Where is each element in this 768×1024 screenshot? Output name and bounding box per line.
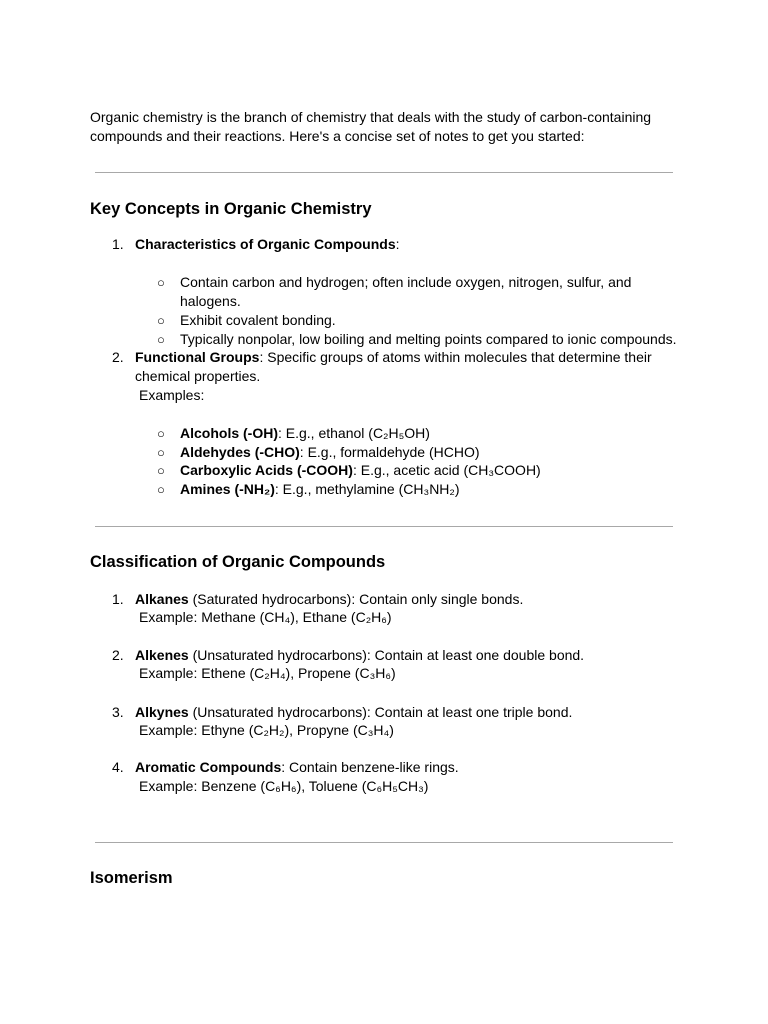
list-number: 4.	[112, 759, 124, 775]
divider	[95, 526, 673, 527]
list-item-alkynes	[135, 703, 695, 722]
item-term: Alkenes	[135, 647, 189, 663]
example-term: Carboxylic Acids (-COOH)	[180, 462, 353, 478]
divider	[95, 172, 673, 173]
example-amines	[180, 480, 680, 499]
list-number: 3.	[112, 704, 124, 720]
divider	[95, 842, 673, 843]
bullet-text: Contain carbon and hydrogen; often include oxygen, nitrogen, sulfur, and halogens.	[180, 274, 632, 309]
item-term: Aromatic Compounds	[135, 759, 282, 775]
item-text: : Contain benzene-like rings.	[281, 759, 459, 775]
bullet-text: Exhibit covalent bonding.	[180, 312, 336, 328]
section-title-key-concepts: Key Concepts in Organic Chemistry	[90, 200, 372, 218]
item-example: Example: Benzene (C₆H₆), Toluene (C₆H₅CH₃)	[139, 778, 429, 794]
item-term: Characteristics of Organic Compounds	[135, 236, 396, 252]
section-title-isomerism: Isomerism	[90, 869, 173, 887]
example-alcohols	[180, 424, 680, 443]
example-aldehydes	[180, 443, 680, 462]
list-item-functional-groups	[135, 348, 660, 386]
example-text: : E.g., ethanol (C₂H₅OH)	[278, 425, 430, 441]
list-item-characteristics	[135, 235, 695, 254]
item-text: :	[395, 236, 400, 252]
example-text: : E.g., acetic acid (CH₃COOH)	[352, 462, 541, 478]
item-text: : Specific groups of atoms within molecules that determine their chemical properties.	[135, 349, 652, 384]
example-carboxylic-acids	[180, 461, 680, 480]
list-item-aromatic	[135, 758, 695, 777]
bullet-icon: ○	[157, 482, 165, 497]
item-term: Alkynes	[135, 704, 189, 720]
item-example: Example: Ethene (C₂H₄), Propene (C₃H₆)	[139, 665, 396, 681]
bullet-icon: ○	[157, 332, 165, 347]
section-title-classification: Classification of Organic Compounds	[90, 553, 386, 571]
item-text: (Unsaturated hydrocarbons): Contain at least one triple bond.	[188, 704, 573, 720]
bullet-icon: ○	[157, 426, 165, 441]
example-term: Aldehydes (-CHO)	[180, 444, 300, 460]
list-item-alkanes	[135, 590, 695, 609]
bullet-icon: ○	[157, 463, 165, 478]
bullet-icon: ○	[157, 313, 165, 328]
example-term: Amines (-NH₂)	[180, 481, 275, 497]
intro-paragraph: Organic chemistry is the branch of chemistry that deals with the study of carbon-containing compounds and their reactions. Here's a concise set of notes to get you started:	[90, 109, 652, 144]
example-text: : E.g., formaldehyde (HCHO)	[299, 444, 480, 460]
item-term: Functional Groups	[135, 349, 260, 365]
list-number: 1.	[112, 236, 124, 252]
item-text: (Saturated hydrocarbons): Contain only single bonds.	[188, 591, 524, 607]
bullet-icon: ○	[157, 275, 165, 290]
example-text: : E.g., methylamine (CH₃NH₂)	[274, 481, 460, 497]
list-number: 1.	[112, 591, 124, 607]
example-term: Alcohols (-OH)	[180, 425, 278, 441]
examples-label: Examples:	[139, 387, 205, 403]
bullet-icon: ○	[157, 445, 165, 460]
list-number: 2.	[112, 349, 124, 365]
item-example: Example: Ethyne (C₂H₂), Propyne (C₃H₄)	[139, 722, 394, 738]
item-text: (Unsaturated hydrocarbons): Contain at least one double bond.	[188, 647, 585, 663]
item-example: Example: Methane (CH₄), Ethane (C₂H₆)	[139, 609, 392, 625]
item-term: Alkanes	[135, 591, 189, 607]
list-item-alkenes	[135, 646, 695, 665]
list-number: 2.	[112, 647, 124, 663]
bullet-text: Typically nonpolar, low boiling and melting points compared to ionic compounds.	[180, 331, 677, 347]
